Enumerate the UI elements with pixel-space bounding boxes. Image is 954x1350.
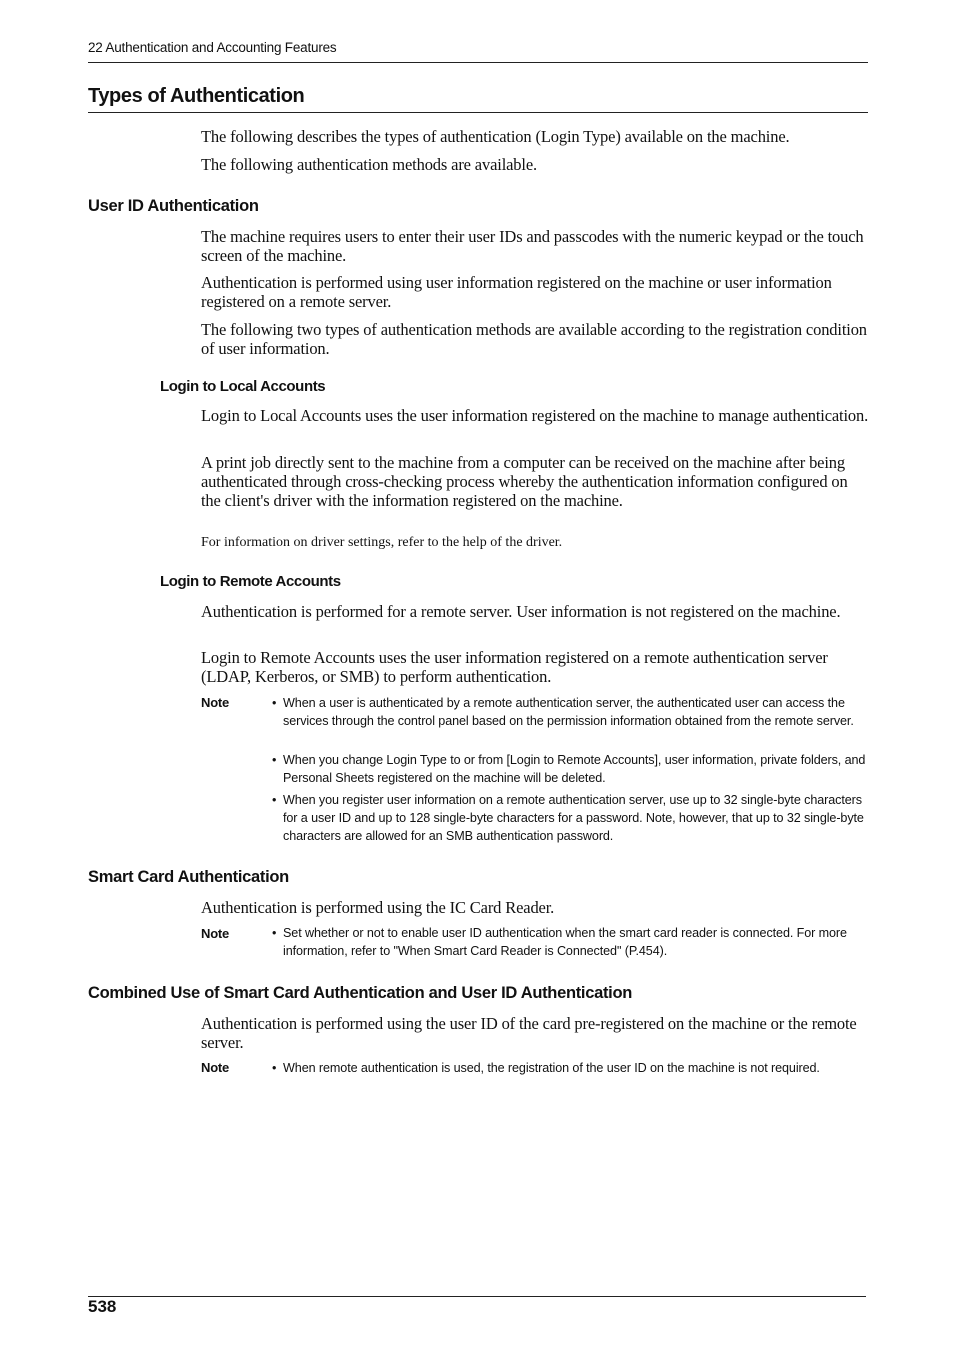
user-id-auth-paragraph-1: The machine requires users to enter their user IDs and passcodes with the numeric keypad or the touch screen of the machine.	[201, 227, 864, 265]
bullet-icon: •	[272, 1061, 277, 1075]
note-text: When you register user information on a remote authentication server, use up to 32 single-byte characters for a user ID and up to 128 single-byte characters for a password. Note, however, that up to 32 single-byte characters are allowed for an SMB authentication password.	[283, 793, 864, 843]
smart-card-paragraph: Authentication is performed using the IC Card Reader.	[201, 898, 555, 917]
intro-paragraph-2: The following authentication methods are available.	[201, 155, 537, 174]
user-id-auth-heading: User ID Authentication	[88, 197, 259, 215]
running-header: 22 Authentication and Accounting Features	[88, 40, 337, 55]
note-text: When remote authentication is used, the registration of the user ID on the machine is not required.	[283, 1061, 820, 1075]
note-label: Note	[201, 1060, 230, 1075]
bullet-icon: •	[272, 793, 277, 807]
bullet-icon: •	[272, 753, 277, 767]
local-accounts-paragraph-2: A print job directly sent to the machine from a computer can be received on the machine after being authenticated through cross-checking process whereby the authentication information configured on the client's driver with the information registered on the machine.	[201, 453, 848, 510]
note-item	[272, 751, 879, 787]
remote-accounts-heading: Login to Remote Accounts	[160, 573, 341, 590]
header-rule	[88, 62, 868, 63]
smart-card-heading: Smart Card Authentication	[88, 868, 289, 886]
title-rule	[88, 112, 868, 113]
note-item	[272, 694, 879, 730]
intro-paragraph-1: The following describes the types of authentication (Login Type) available on the machine.	[201, 127, 790, 146]
local-accounts-paragraph-1: Login to Local Accounts uses the user information registered on the machine to manage authentication.	[201, 406, 869, 425]
bullet-icon: •	[272, 696, 277, 710]
note-item	[272, 791, 879, 845]
user-id-auth-paragraph-2: Authentication is performed using user information registered on the machine or user information registered on a remote server.	[201, 273, 832, 311]
note-text: When a user is authenticated by a remote authentication server, the authenticated user can access the services through the control panel based on the permission information obtained from the remote server.	[283, 696, 854, 728]
page-title: Types of Authentication	[88, 85, 305, 107]
bullet-icon: •	[272, 926, 277, 940]
note-text: When you change Login Type to or from [Login to Remote Accounts], user information, private folders, and Personal Sheets registered on the machine will be deleted.	[283, 753, 866, 785]
page-number: 538	[88, 1297, 117, 1316]
user-id-auth-paragraph-3: The following two types of authentication methods are available according to the registration condition of user information.	[201, 320, 867, 358]
note-item	[272, 924, 879, 960]
note-label: Note	[201, 695, 230, 710]
combined-paragraph: Authentication is performed using the user ID of the card pre-registered on the machine or the remote server.	[201, 1014, 857, 1052]
note-item	[272, 1059, 879, 1077]
driver-settings-reference: For information on driver settings, refer to the help of the driver.	[201, 535, 563, 550]
local-accounts-heading: Login to Local Accounts	[160, 378, 326, 395]
note-text: Set whether or not to enable user ID authentication when the smart card reader is connected. For more information, refer to "When Smart Card Reader is Connected" (P.454).	[283, 926, 847, 958]
combined-heading: Combined Use of Smart Card Authentication and User ID Authentication	[88, 984, 633, 1002]
remote-accounts-paragraph-1: Authentication is performed for a remote server. User information is not registered on the machine.	[201, 602, 841, 621]
footer-rule	[88, 1296, 866, 1297]
remote-accounts-paragraph-2: Login to Remote Accounts uses the user information registered on a remote authentication server (LDAP, Kerberos, or SMB) to perform authentication.	[201, 648, 828, 686]
note-label: Note	[201, 926, 230, 941]
